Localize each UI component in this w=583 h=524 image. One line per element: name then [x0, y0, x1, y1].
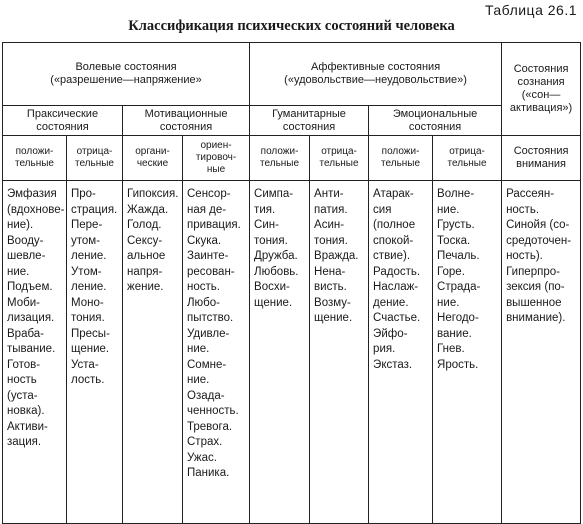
state-line: Про- — [71, 188, 96, 200]
state-line: Волне- — [437, 188, 475, 200]
state-line: ние. — [437, 296, 460, 309]
state-line: средоточен- — [506, 234, 572, 247]
subheader-emotional-positive: положи- тельные — [369, 136, 433, 181]
state-line: Эмфазия — [7, 188, 57, 200]
state-line: Гиперпро- — [506, 265, 560, 278]
subheader-emotional-negative: отрица- тельные — [433, 136, 502, 181]
state-line: Атарак- — [373, 188, 414, 200]
state-line: новка). — [7, 405, 45, 417]
state-line: ние. — [7, 265, 30, 278]
state-line: дение. — [373, 296, 409, 309]
state-line: жение. — [127, 281, 164, 293]
state-line: ность. — [506, 203, 540, 216]
state-line: Готов- — [7, 358, 41, 371]
column-attention — [502, 181, 581, 524]
state-line: вышенное — [506, 296, 562, 309]
state-line: ность. — [187, 281, 220, 293]
state-line: лизация. — [7, 312, 55, 324]
state-line: Печаль. — [437, 250, 480, 262]
state-line: Вооду- — [7, 234, 44, 247]
state-line: Утом- — [71, 265, 102, 278]
state-line: Пере- — [71, 219, 103, 231]
state-line: Экстаз. — [373, 358, 413, 371]
header-affective: Аффективные состояния («удовольствие—неудовольствие») — [250, 43, 502, 106]
column-emotional-negative — [433, 181, 502, 524]
state-line: Паника. — [187, 467, 230, 479]
state-line: ние. — [187, 343, 210, 355]
state-line: пытство. — [187, 312, 234, 324]
subheader-motivational-organic: органи- ческие — [123, 136, 183, 181]
state-line: Горе. — [437, 265, 465, 278]
state-line: Любовь. — [254, 265, 299, 278]
state-line: ние). — [7, 219, 34, 231]
classification-table — [2, 42, 581, 524]
state-line: Счастье. — [373, 312, 421, 324]
state-line: Симпа- — [254, 188, 294, 200]
header-motivational: Мотивационные состояния — [123, 106, 250, 136]
state-line: Радость. — [373, 265, 421, 278]
state-line: Нена- — [314, 265, 346, 278]
column-motivational-orienting — [183, 181, 250, 524]
state-line: щение. — [71, 343, 110, 355]
state-line: Страх. — [187, 436, 223, 448]
state-line: лость. — [71, 374, 105, 386]
state-line: Синойя (со- — [506, 219, 570, 231]
state-line: Скука. — [187, 234, 222, 247]
state-line: Сомне- — [187, 358, 227, 371]
state-line: Сексу- — [127, 234, 163, 247]
state-line: ресован- — [187, 265, 235, 278]
state-line: ченность. — [187, 405, 239, 417]
state-line: Восхи- — [254, 281, 290, 293]
state-line: тия. — [254, 203, 276, 216]
state-line: сия — [373, 203, 392, 216]
state-line: (полное — [373, 219, 416, 231]
header-humanitarian: Гуманитарные состояния — [250, 106, 369, 136]
column-motivational-organic — [123, 181, 183, 524]
state-line: Страда- — [437, 281, 481, 293]
subheader-humanitarian-negative: отрица- тельные — [310, 136, 369, 181]
table-title: Классификация психических состояний человека — [128, 18, 455, 34]
state-line: тония. — [71, 312, 105, 324]
state-line: Асин- — [314, 219, 345, 231]
state-line: Голод. — [127, 219, 162, 231]
state-line: Тревога. — [187, 420, 233, 433]
column-humanitarian-positive — [250, 181, 310, 524]
state-line: Ужас. — [187, 451, 217, 464]
state-line: Вражда. — [314, 250, 359, 262]
state-line: Пресы- — [71, 327, 110, 340]
state-line: Негодо- — [437, 312, 479, 324]
state-line: патия. — [314, 203, 348, 216]
state-line: Наслаж- — [373, 281, 419, 293]
state-line: (уста- — [7, 389, 38, 402]
header-attention: Состояния внимания — [502, 136, 581, 181]
state-line: ная де- — [187, 203, 227, 216]
state-line: напря- — [127, 265, 163, 278]
state-line: щение. — [314, 312, 353, 324]
state-line: альное — [127, 250, 166, 262]
table-number: Таблица 26.1 — [484, 2, 577, 18]
state-line: Враба- — [7, 327, 45, 340]
state-line: Заинте- — [187, 250, 229, 262]
header-consciousness: Состояния сознания («сон— активация») — [502, 43, 581, 136]
state-line: ность). — [506, 250, 543, 262]
state-line: рия. — [373, 343, 396, 355]
state-line: Моби- — [7, 296, 40, 309]
state-line: зация. — [7, 436, 42, 448]
state-line: Грусть. — [437, 219, 475, 231]
state-line: Рассеян- — [506, 188, 555, 200]
state-line: спокой- — [373, 234, 414, 247]
state-line: Озада- — [187, 389, 225, 402]
state-line: Возму- — [314, 296, 351, 309]
state-line: Гнев. — [437, 343, 465, 355]
state-line: Тоска. — [437, 234, 471, 247]
state-line: Гипоксия. — [127, 188, 179, 200]
subheader-praxic-negative: отрица- тельные — [67, 136, 123, 181]
column-humanitarian-negative — [310, 181, 369, 524]
state-line: Ярость. — [437, 358, 479, 371]
state-line: вание. — [437, 327, 472, 340]
state-line: тония. — [314, 234, 348, 247]
state-line: ление. — [71, 250, 107, 262]
column-praxic-negative — [67, 181, 123, 524]
state-line: Анти- — [314, 188, 344, 200]
state-line: Эйфо- — [373, 327, 408, 340]
state-line: Уста- — [71, 358, 99, 371]
header-volitional: Волевые состояния («разрешение—напряжение» — [3, 43, 250, 106]
state-line: Моно- — [71, 296, 104, 309]
state-line: висть. — [314, 281, 347, 293]
state-line: зексия (по- — [506, 281, 565, 293]
header-praxic: Праксические состояния — [3, 106, 123, 136]
state-line: Удивле- — [187, 327, 230, 340]
state-line: ствие). — [373, 250, 411, 262]
state-line: (вдохнове- — [7, 203, 65, 216]
state-line: ление. — [71, 281, 107, 293]
header-emotional: Эмоциональные состояния — [369, 106, 502, 136]
state-line: привация. — [187, 219, 241, 231]
state-line: Сенсор- — [187, 188, 231, 200]
subheader-motivational-orienting: ориен- тировоч- ные — [183, 136, 250, 181]
state-line: тония. — [254, 234, 288, 247]
state-line: тывание. — [7, 343, 56, 355]
state-line: ние. — [437, 203, 460, 216]
subheader-humanitarian-positive: положи- тельные — [250, 136, 310, 181]
state-line: Жажда. — [127, 203, 169, 216]
state-line: Активи- — [7, 420, 48, 433]
state-line: Дружба. — [254, 250, 298, 262]
state-line: Любо- — [187, 296, 220, 309]
state-line: Подъем. — [7, 281, 53, 293]
state-line: ние. — [187, 374, 210, 386]
subheader-praxic-positive: положи- тельные — [3, 136, 67, 181]
state-line: внимание). — [506, 312, 566, 324]
state-line: щение. — [254, 296, 293, 309]
column-praxic-positive — [3, 181, 67, 524]
state-line: ность — [7, 374, 37, 386]
state-line: шевле- — [7, 250, 46, 262]
state-line: страция. — [71, 203, 118, 216]
column-emotional-positive — [369, 181, 433, 524]
state-line: утом- — [71, 234, 101, 247]
state-line: Син- — [254, 219, 279, 231]
